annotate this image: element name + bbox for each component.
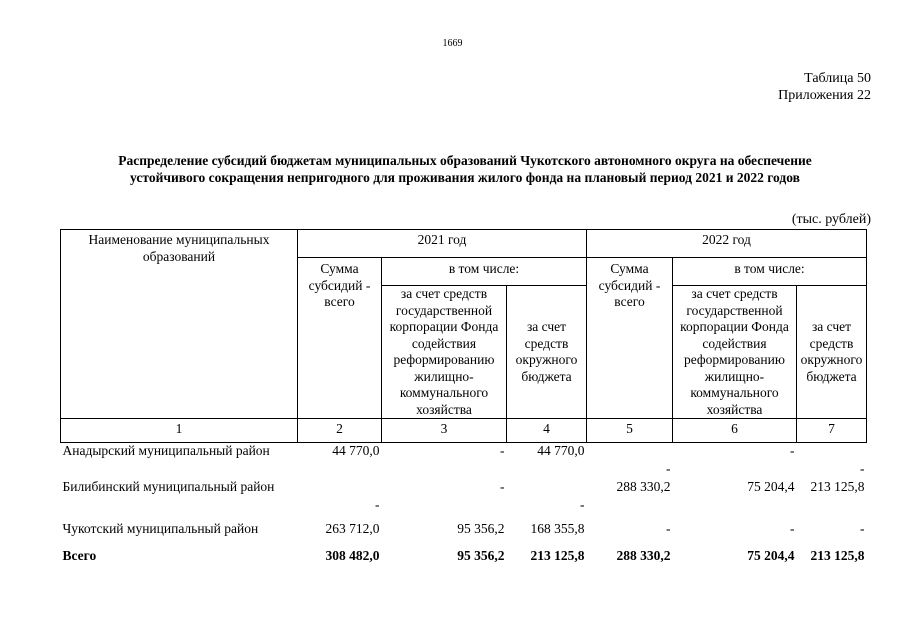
header-year-2022: 2022 год (587, 230, 867, 258)
municipality-name: Чукотский муниципальный район (62, 520, 259, 536)
cell-2022-total: 288 330,2 (616, 479, 671, 494)
cell-2021-district: - (580, 497, 585, 512)
total-2022-district: 213 125,8 (810, 547, 865, 563)
page-number: 1669 (442, 38, 463, 49)
column-number: 3 (382, 419, 507, 443)
cell-2021-district: 44 770,0 (537, 443, 585, 458)
table-header (61, 230, 867, 443)
column-number: 5 (587, 419, 673, 443)
title-line-1: Распределение субсидий бюджетам муниципальных образований Чукотского автономного округа на обеспечение (118, 153, 812, 168)
header-fund-source-2021: за счет средств государственной корпорации Фонда содействия реформированию жилищно-коммунального хозяйства (382, 286, 507, 419)
units-label: (тыс. рублей) (791, 212, 871, 227)
cell-2022-fund: - (790, 443, 795, 458)
column-number: 6 (673, 419, 797, 443)
cell-2021-total: - (375, 497, 380, 512)
column-number: 2 (298, 419, 382, 443)
cell-2022-fund: - (790, 520, 795, 536)
header-including-2021: в том числе: (382, 258, 587, 286)
column-number: 4 (507, 419, 587, 443)
header-district-source-2022: за счет средств окружного бюджета (797, 286, 867, 419)
header-fund-source-2022: за счет средств государственной корпорации Фонда содействия реформированию жилищно-коммунального хозяйства (673, 286, 797, 419)
column-number: 7 (797, 419, 867, 443)
header-municipality: Наименование муниципальных образований (61, 230, 298, 419)
document-title (60, 152, 870, 186)
total-2021-fund: 95 356,2 (457, 547, 505, 563)
table-number: Таблица 50 (804, 71, 871, 86)
header-total-subsidy-2022: Сумма субсидий - всего (587, 258, 673, 419)
cell-2021-fund: - (500, 443, 505, 458)
cell-2022-district: - (860, 461, 865, 476)
municipality-name: Анадырский муниципальный район (62, 443, 270, 458)
header-year-2021: 2021 год (298, 230, 587, 258)
appendix-number: Приложения 22 (778, 88, 871, 103)
cell-2021-fund: - (500, 479, 505, 494)
table-reference (778, 70, 871, 104)
table-body (61, 443, 867, 566)
municipality-name: Билибинский муниципальный район (62, 479, 275, 494)
table-row (61, 443, 867, 480)
cell-2022-total: - (666, 520, 671, 536)
table-row (61, 479, 867, 515)
table-row (61, 515, 867, 537)
column-number: 1 (61, 419, 298, 443)
cell-2021-total: 44 770,0 (332, 443, 380, 458)
cell-2022-district: - (860, 520, 865, 536)
cell-2022-fund: 75 204,4 (747, 479, 795, 494)
cell-2022-total: - (666, 461, 671, 476)
header-total-subsidy-2021: Сумма субсидий - всего (298, 258, 382, 419)
cell-2021-fund: 95 356,2 (457, 520, 505, 536)
header-district-source-2021: за счет средств окружного бюджета (507, 286, 587, 419)
total-2021-district: 213 125,8 (530, 547, 585, 563)
title-line-2: устойчивого сокращения непригодного для проживания жилого фонда на плановый период 2021 и 2022 годов (130, 170, 800, 185)
total-2021-total: 308 482,0 (325, 547, 380, 563)
cell-2021-district: 168 355,8 (530, 520, 585, 536)
subsidy-table (60, 229, 867, 565)
total-row (61, 537, 867, 565)
cell-2021-total: 263 712,0 (325, 520, 380, 536)
cell-2022-district: 213 125,8 (810, 479, 865, 494)
total-label: Всего (62, 547, 97, 563)
total-2022-fund: 75 204,4 (747, 547, 795, 563)
header-including-2022: в том числе: (673, 258, 867, 286)
total-2022-total: 288 330,2 (616, 547, 671, 563)
